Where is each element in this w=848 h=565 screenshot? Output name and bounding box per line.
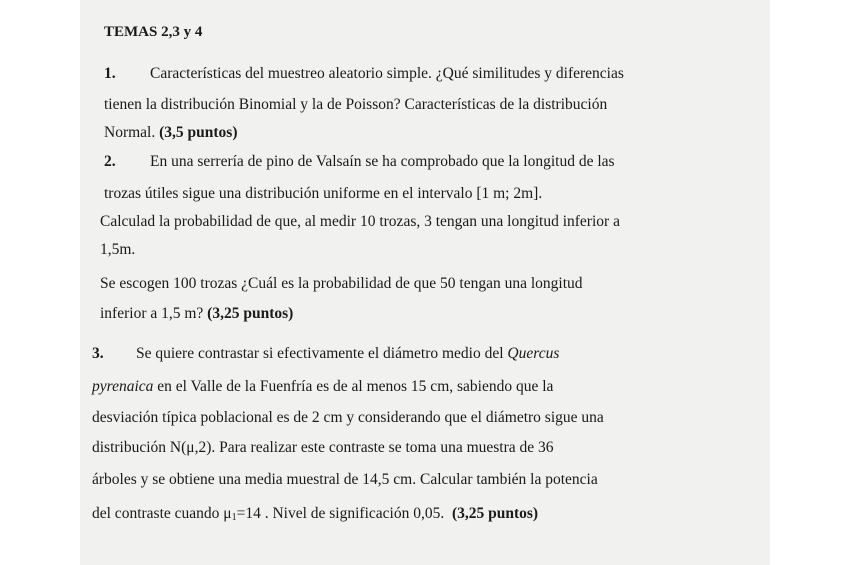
question-1-text-end: Normal. — [104, 124, 156, 141]
question-2-line-6 — [100, 304, 293, 324]
question-3-text-6a: del contraste cuando μ — [92, 505, 232, 522]
question-3-line-5: árboles y se obtiene una media muestral de 14,5 cm. Calcular también la potencia — [92, 471, 598, 488]
question-3-line-2 — [92, 377, 553, 397]
mu-subscript: 1 — [231, 512, 237, 523]
page-title: TEMAS 2,3 y 4 — [104, 24, 203, 40]
question-1-number: 1. — [104, 65, 116, 82]
question-2-line-5: Se escogen 100 trozas ¿Cuál es la probabilidad de que 50 tengan una longitud — [100, 275, 583, 292]
question-1-text: Características del muestreo aleatorio simple. ¿Qué similitudes y diferencias — [150, 65, 624, 82]
species-name-genus: Quercus — [507, 345, 560, 362]
question-1-line-1 — [104, 64, 624, 84]
question-3-line-4: distribución N(μ,2). Para realizar este contraste se toma una muestra de 36 — [92, 439, 554, 456]
question-3-text-6b: =14 . Nivel de significación 0,05. — [236, 505, 445, 522]
question-2-line-3: Calculad la probabilidad de que, al medir 10 trozas, 3 tengan una longitud inferior a — [100, 213, 620, 230]
question-3-text-2: en el Valle de la Fuenfría es de al menos 15 cm, sabiendo que la — [157, 378, 554, 395]
question-3-line-3: desviación típica poblacional es de 2 cm y considerando que el diámetro sigue una — [92, 409, 604, 426]
question-2-line-1 — [104, 152, 615, 172]
question-2-points: (3,25 puntos) — [207, 305, 294, 322]
question-3-points: (3,25 puntos) — [451, 505, 539, 522]
question-3-number: 3. — [92, 345, 104, 362]
question-1-points: (3,5 puntos) — [159, 124, 238, 141]
question-3-text: Se quiere contrastar si efectivamente el diámetro medio del — [136, 345, 504, 362]
question-2-line-2: trozas útiles sigue una distribución uniforme en el intervalo [1 m; 2m]. — [104, 185, 543, 202]
question-1-line-3 — [104, 123, 238, 143]
question-2-text-end: inferior a 1,5 m? — [100, 305, 204, 322]
question-2-text: En una serrería de pino de Valsaín se ha comprobado que la longitud de las — [150, 153, 615, 170]
question-3-line-6 — [92, 504, 538, 528]
species-name-epithet: pyrenaica — [92, 378, 154, 395]
question-2-number: 2. — [104, 153, 116, 170]
question-1-line-2: tienen la distribución Binomial y la de Poisson? Características de la distribución — [104, 96, 608, 113]
question-3-line-1 — [92, 344, 559, 364]
question-2-line-4: 1,5m. — [100, 241, 136, 258]
